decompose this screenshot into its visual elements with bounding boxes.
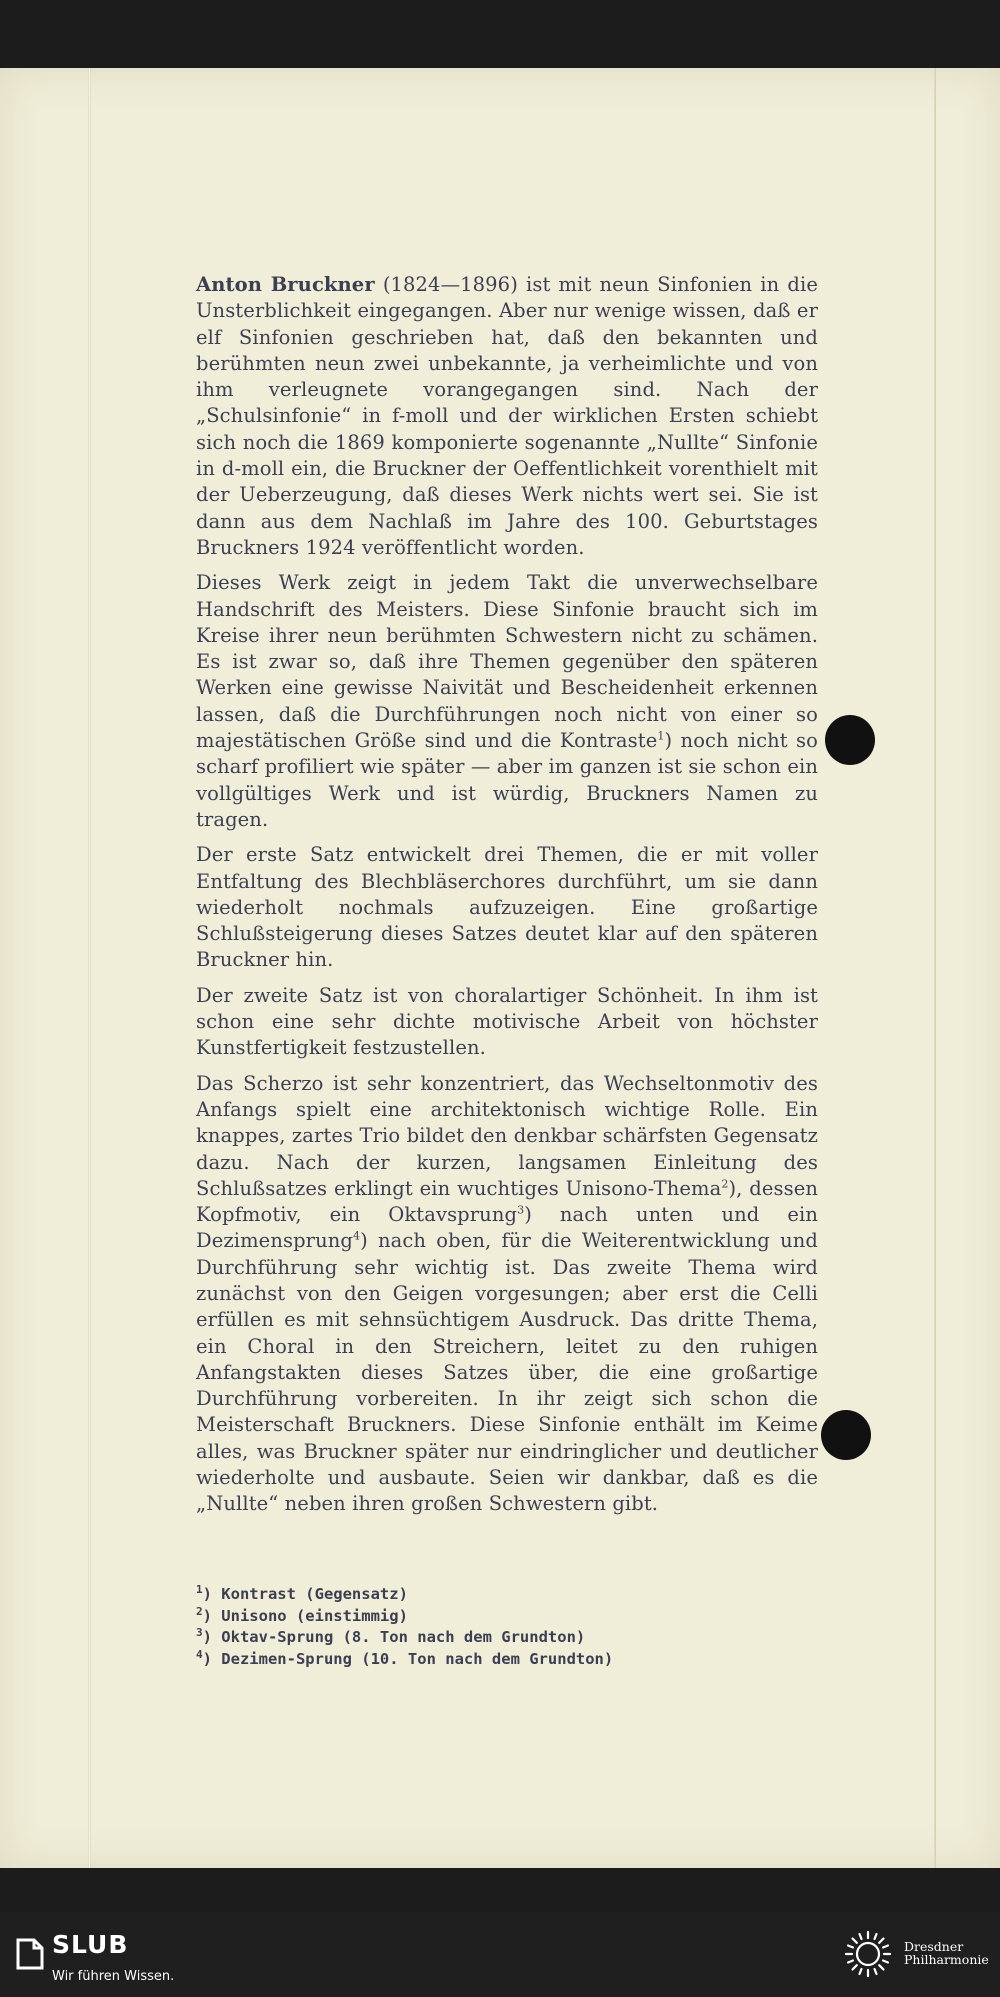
paragraph-3: Der erste Satz entwickelt drei Themen, die er mit voller Entfaltung des Blechbläserchores durchführt, um sie dann wiederholt nochmals aufzuzeigen. Eine großartige Schlußsteigerung dieses Satzes deutet klar auf den späteren Bruckner hin. bbox=[196, 843, 818, 972]
article-body bbox=[196, 272, 818, 1527]
slub-tagline: Wir führen Wissen. bbox=[52, 1969, 175, 1984]
footnotes bbox=[196, 1584, 756, 1670]
footnote-ref-2: 2 bbox=[721, 1177, 729, 1191]
philharmonie-name: Dresdner Philharmonie bbox=[904, 1939, 989, 1967]
punch-hole-upper bbox=[825, 715, 875, 765]
philharmonie-logo-icon[interactable] bbox=[842, 1928, 894, 1980]
footnote-ref-3: 3 bbox=[517, 1203, 525, 1217]
footnote-ref-4: 4 bbox=[353, 1229, 361, 1243]
viewer-footer bbox=[0, 1912, 1000, 1997]
footnote-1: $^1$) Kontrast (Gegensatz) bbox=[196, 1582, 408, 1603]
paragraph-1: Anton Bruckner (1824—1896) ist mit neun Sinfonien in die Unsterblichkeit eingegangen. Aber nur wenige wissen, daß er elf Sinfonien geschrieben hat, daß den bekannten und berühmten neun zwei unbekannte, ja verheimlichte und von ihm verleugnete vorangegangen sind. Nach der „Schulsinfonie“ in f-moll und der wirklichen Ersten schiebt sich noch die 1869 komponierte sogenannte „Nullte“ Sinfonie in d-moll ein, die Bruckner der Oeffentlichkeit vorenthielt mit der Ueberzeugung, daß dieses Werk nichts wert sei. Sie ist dann aus dem Nachlaß im Jahre des 100. Geburtstages Bruckners 1924 veröffentlicht worden. bbox=[196, 273, 818, 559]
footnote-ref-1: 1 bbox=[657, 729, 665, 743]
paragraph-4: Der zweite Satz ist von choralartiger Schönheit. In ihm ist schon eine sehr dichte motivische Arbeit von höchster Kunstfertigkeit festzustellen. bbox=[196, 983, 818, 1060]
slub-logo-icon[interactable] bbox=[12, 1936, 46, 1972]
composer-name: Anton Bruckner bbox=[196, 273, 375, 296]
page-fold-right bbox=[934, 68, 936, 1868]
paragraph-5: Das Scherzo ist sehr konzentriert, das Wechseltonmotiv des Anfangs spielt eine architektonisch wichtige Rolle. Ein knappes, zartes Trio bildet den denkbar schärfsten Gegensatz dazu. Nach der kurzen, langsamen Einleitung des Schlußsatzes erklingt ein wuchtiges Unisono-Thema$^2$), dessen Kopfmotiv, ein Oktavsprung$^3$) nach unten und ein Dezimensprung$^4$) nach oben, für die Weiterentwicklung und Durchführung sehr wichtig ist. Das zweite Thema wird zunächst von den Geigen vorgesungen; aber erst die Celli erfüllen es mit sehnsüchtigem Ausdruck. Das dritte Thema, ein Choral in den Streichern, leitet zu den ruhigen Anfangstakten dieses Satzes über, die eine großartige Durchführung vorbereiten. In ihr zeigt sich schon die Meisterschaft Bruckners. Diese Sinfonie enthält im Keime alles, was Bruckner später nur eindringlicher und deutlicher wiederholte und ausbaute. Seien wir dankbar, daß es die „Nullte“ neben ihren großen Schwestern gibt. bbox=[196, 1071, 818, 1516]
footnote-3: $^3$) Oktav-Sprung (8. Ton nach dem Grundton) bbox=[196, 1625, 586, 1646]
paragraph-2: Dieses Werk zeigt in jedem Takt die unverwechselbare Handschrift des Meisters. Diese Sinfonie braucht sich im Kreise ihrer neun berühmten Schwestern nicht zu schämen. Es ist zwar so, daß ihre Themen gegenüber den späteren Werken eine gewisse Naivität und Bescheidenheit erkennen lassen, daß die Durchführungen noch nicht von einer so majestätischen Größe sind und die Kontraste$^1$) noch nicht so scharf profiliert wie später — aber im ganzen ist sie schon ein vollgültiges Werk und ist würdig, Bruckners Namen zu tragen. bbox=[196, 571, 819, 831]
punch-hole-lower bbox=[821, 1410, 871, 1460]
page-fold-left bbox=[88, 68, 91, 1868]
footnote-2: $^2$) Unisono (einstimmig) bbox=[196, 1604, 408, 1625]
slub-name: SLUB bbox=[52, 1930, 129, 1959]
footnote-4: $^4$) Dezimen-Sprung (10. Ton nach dem Grundton) bbox=[196, 1647, 614, 1668]
